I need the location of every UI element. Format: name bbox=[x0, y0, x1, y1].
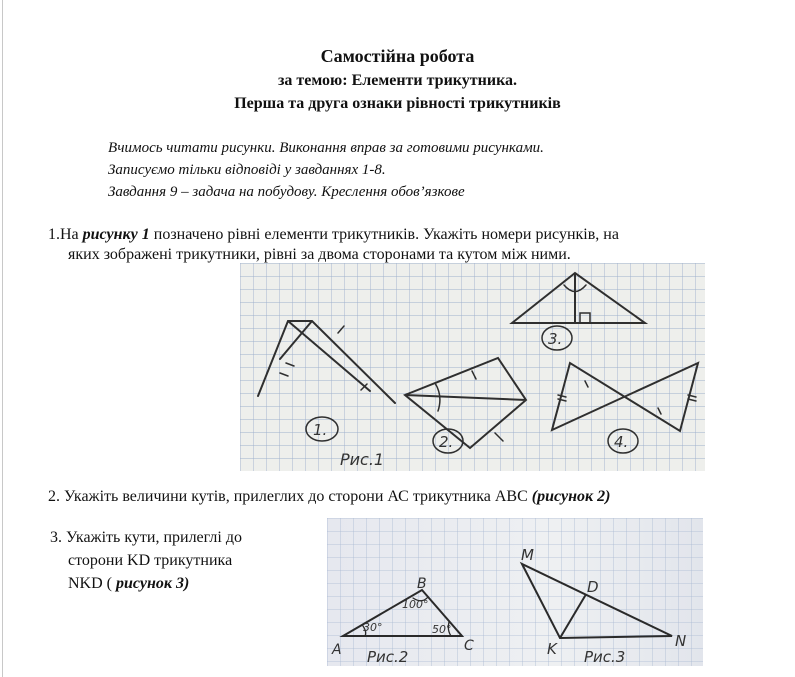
fig2-point-c: C bbox=[464, 638, 474, 654]
task-1-text: позначено рівні елементи трикутників. Укажіть номери рисунків, на bbox=[149, 226, 619, 243]
fig3-caption: Рис.3 bbox=[584, 648, 626, 666]
grid-lines-2 bbox=[327, 518, 703, 666]
task-3-line-1: 3. Укажіть кути, прилеглі до bbox=[50, 529, 242, 546]
fig2-caption: Рис.2 bbox=[367, 648, 409, 666]
task-1-figure-ref: рисунку 1 bbox=[82, 226, 150, 243]
figure-2-3-drawing bbox=[327, 518, 703, 666]
figure-2-3-photo bbox=[327, 518, 703, 666]
fig3-point-k: K bbox=[547, 640, 557, 658]
fig1-label-2: 2. bbox=[439, 433, 454, 451]
page-subtitle-theme: Перша та друга ознаки рівності трикутників bbox=[234, 95, 561, 112]
task-2-text: 2. Укажіть величини кутів, прилеглих до сторони АС трикутника АВС bbox=[48, 488, 532, 505]
intro-line-3: Завдання 9 – задача на побудову. Креслення обов’язкове bbox=[108, 184, 465, 200]
figure-1-photo bbox=[240, 263, 705, 471]
fig2-point-b: B bbox=[417, 576, 427, 592]
fig1-label-3: 3. bbox=[548, 330, 563, 348]
task-1-prefix: 1.На bbox=[48, 226, 83, 243]
fig1-label-1: 1. bbox=[313, 421, 328, 439]
task-1-line-1 bbox=[48, 225, 619, 245]
fig1-label-4: 4. bbox=[614, 433, 629, 451]
page-title: Самостійна робота bbox=[320, 46, 475, 66]
fig3-point-d: D bbox=[587, 578, 599, 596]
fig3-point-n: N bbox=[675, 632, 687, 650]
fig1-caption: Рис.1 bbox=[340, 450, 385, 469]
fig3-point-m: M bbox=[521, 546, 534, 564]
task-3-line-2: сторони KD трикутника bbox=[68, 552, 233, 569]
fig2-point-a: A bbox=[332, 642, 342, 658]
fig2-angle-a: 30° bbox=[363, 621, 383, 634]
task-2-figure-ref: (рисунок 2) bbox=[531, 488, 611, 505]
intro-line-2: Записуємо тільки відповіді у завданнях 1-8. bbox=[108, 162, 386, 178]
task-3-figure-ref: рисунок 3) bbox=[116, 575, 190, 592]
task-1-line-2: яких зображені трикутники, рівні за двома сторонами та кутом між ними. bbox=[68, 246, 571, 263]
task-3-prefix: NKD ( bbox=[68, 575, 116, 592]
grid-lines bbox=[240, 263, 705, 471]
fig2-angle-c: 50° bbox=[432, 623, 452, 636]
fig2-angle-b: 100° bbox=[402, 598, 429, 611]
task-2 bbox=[48, 487, 610, 507]
page-subtitle-topic: за темою: Елементи трикутника. bbox=[277, 72, 518, 89]
intro-line-1: Вчимось читати рисунки. Виконання вправ за готовими рисунками. bbox=[108, 140, 544, 156]
task-3-line-3 bbox=[68, 574, 189, 594]
figure-1-drawing bbox=[240, 263, 705, 471]
